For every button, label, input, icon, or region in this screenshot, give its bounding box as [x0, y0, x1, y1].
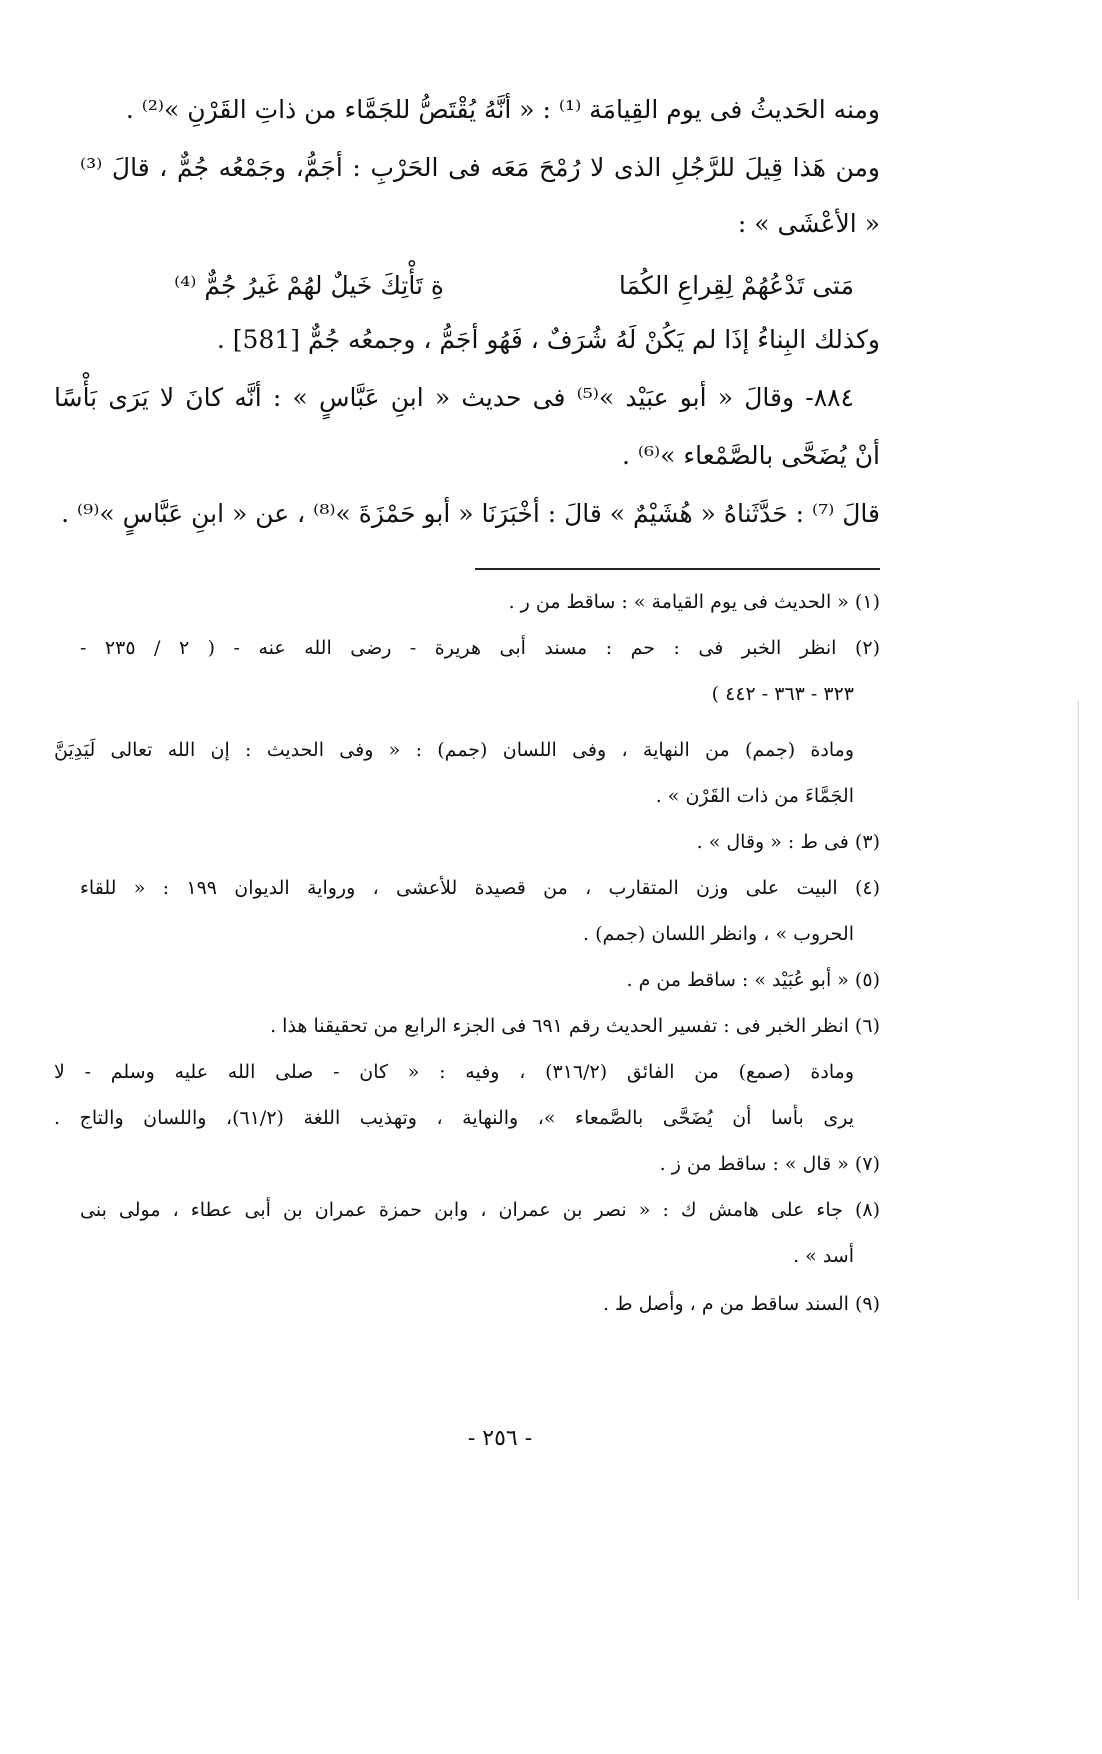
footnote-6: (٦) انظر الخبر فى : تفسير الحديث رقم ٦٩١ فى الجزء الرابع من تحقيقنا هذا . [270, 1015, 880, 1037]
footnote-2-detail: ومادة (جمم) من النهاية ، وفى اللسان (جمم) : « وفى الحديث : إن الله تعالى لَيَدِيَنَّ [54, 739, 854, 761]
footnote-8: (٨) جاء على هامش ك : « نصر بن عمران ، وابن حمزة عمران بن أبى عطاء ، مولى بنى [80, 1199, 880, 1221]
main-text-line-5: ٨٨٤- وقالَ « أبو عبَيْد »⁽⁵⁾ فى حديث « ابنِ عَبَّاسٍ » : أنَّه كانَ لا يَرَى بَأْسًا [54, 383, 854, 412]
main-text-line-3: « الأعْشَى » : [737, 209, 880, 238]
footnote-8-continued: أسد » . [793, 1245, 854, 1267]
footnote-6-detail: ومادة (صمع) من الفائق (٣١٦/٢) ، وفيه : « كان - صلى الله عليه وسلم - لا [54, 1061, 854, 1083]
footnote-9: (٩) السند ساقط من م ، وأصل ط . [602, 1293, 880, 1315]
footnote-3: (٣) فى ط : « وقال » . [696, 831, 880, 853]
page-number: - ٢٥٦ - [467, 1426, 533, 1451]
verse-second-hemistich: ةِ تَأْتِكَ خَيلٌ لهُمْ غَيرُ جُمٌّ ⁽⁴⁾ [174, 271, 444, 300]
footnote-4: (٤) البيت على وزن المتقارب ، من قصيدة للأعشى ، ورواية الديوان ١٩٩ : « للقاء [80, 877, 881, 899]
footnote-separator [475, 568, 880, 570]
footnote-1: (١) « الحديث فى يوم القيامة » : ساقط من ر . [508, 591, 880, 613]
footnote-5: (٥) « أبو عُبَيْد » : ساقط من م . [626, 969, 880, 991]
footnote-2-continued: ٣٢٣ - ٣٦٣ - ٤٤٢ ) [711, 683, 854, 705]
verse-first-hemistich: مَتى تَدْعُهُمْ لِقِراعِ الكُمَا [618, 271, 854, 300]
main-text-line-6: أنْ يُضَحَّى بالصَّمْعاء »⁽⁶⁾ . [621, 441, 880, 470]
footnote-7: (٧) « قال » : ساقط من ز . [659, 1153, 880, 1175]
main-text-line-4: وكذلك البِناءُ إذَا لم يَكُنْ لَهُ شُرَفٌ ، فَهُو أجَمُّ ، وجمعُه جُمٌّ [581] . [216, 325, 880, 354]
main-text-line-2: ومن هَذا قِيلَ للرَّجُلِ الذى لا رُمْحَ مَعَه فى الحَرْبِ : أجَمُّ، وجَمْعُه جُمٌّ ، قالَ ⁽³⁾ [80, 153, 880, 182]
footnote-2-detail-continued: الجَمَّاءَ من ذات القَرْن » . [655, 785, 854, 807]
main-text-line-7: قالَ ⁽⁷⁾ : حَدَّثَناهُ « هُشَيْمٌ » قالَ : أخْبَرَنَا « أبو حَمْزَةَ »⁽⁸⁾ ، عن « ابنِ عَبَّاسٍ »⁽⁹⁾ . [61, 499, 880, 528]
scan-edge-line [1078, 700, 1079, 1600]
footnote-6-detail-continued: يرى بأسا أن يُضَحَّى بالصَّمعاء »، والنهاية ، وتهذيب اللغة (٦١/٢)، واللسان والتاج . [54, 1107, 854, 1129]
footnote-2: (٢) انظر الخبر فى : حم : مسند أبى هريرة - رضى الله عنه - ( ٢ / ٢٣٥ - [80, 637, 881, 659]
footnote-4-continued: الحروب » ، وانظر اللسان (جمم) . [583, 923, 854, 945]
main-text-line-1: ومنه الحَديثُ فى يوم القِيامَة ⁽¹⁾ : « أنَّهُ يُقْتَصُّ للجَمَّاء من ذاتِ القَرْنِ »⁽²⁾ . [125, 95, 880, 124]
